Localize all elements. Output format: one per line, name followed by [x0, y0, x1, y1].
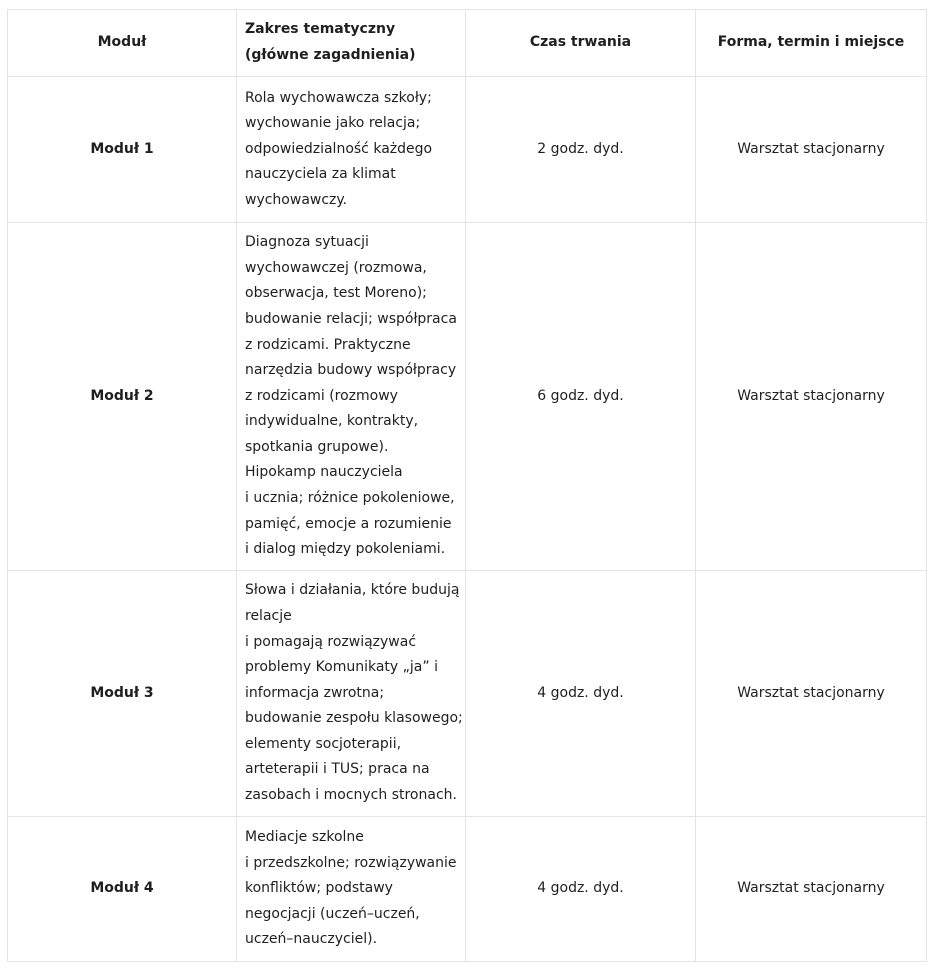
topic-line: i pomagają rozwiązywać	[245, 633, 417, 650]
header-topics-line: (główne zagadnienia)	[245, 47, 416, 63]
topic-line: narzędzia budowy współpracy	[245, 362, 457, 379]
topic-line: nauczyciela za klimat	[245, 166, 396, 183]
topic-line: relacje	[245, 607, 292, 624]
module-name: Moduł 1	[8, 77, 237, 223]
topic-line: i ucznia; różnice pokoleniowe,	[245, 490, 455, 507]
topic-line: Hipokamp nauczyciela	[245, 464, 403, 481]
topic-line: wychowawczej (rozmowa,	[245, 259, 427, 276]
table-row	[8, 77, 927, 223]
topic-line: Diagnoza sytuacji	[245, 234, 369, 251]
header-duration: Czas trwania	[466, 10, 696, 77]
topic-line: elementy socjoterapii,	[245, 735, 402, 752]
topic-line: i dialog między pokoleniami.	[245, 541, 446, 558]
topic-line: Rola wychowawcza szkoły;	[245, 89, 432, 106]
topic-line: wychowawczy.	[245, 191, 348, 208]
module-form: Warsztat stacjonarny	[696, 77, 927, 223]
topic-line: informacja zwrotna;	[245, 684, 385, 701]
topic-line: obserwacja, test Moreno);	[245, 285, 427, 302]
topic-line: arteterapii i TUS; praca na	[245, 761, 430, 778]
topic-line: problemy Komunikaty „ja” i	[245, 659, 438, 676]
topic-line: odpowiedzialność każdego	[245, 140, 433, 157]
topic-line: uczeń–nauczyciel).	[245, 931, 378, 948]
header-topics	[237, 10, 466, 77]
header-topics-line: Zakres tematyczny	[245, 21, 396, 38]
topic-line: budowanie relacji; współpraca	[245, 310, 457, 327]
module-name: Moduł 3	[8, 571, 237, 817]
module-topics	[237, 223, 466, 571]
module-duration: 4 godz. dyd.	[466, 571, 696, 817]
topic-line: budowanie zespołu klasowego;	[245, 710, 463, 727]
module-name: Moduł 2	[8, 223, 237, 571]
module-duration: 6 godz. dyd.	[466, 223, 696, 571]
table-row	[8, 571, 927, 817]
table-row	[8, 817, 927, 962]
topic-line: indywidualne, kontrakty,	[245, 413, 419, 430]
topic-line: wychowanie jako relacja;	[245, 115, 421, 132]
module-name: Moduł 4	[8, 817, 237, 962]
modules-table	[7, 9, 927, 962]
topic-line: zasobach i mocnych stronach.	[245, 787, 457, 804]
topic-line: pamięć, emocje a rozumienie	[245, 515, 452, 532]
module-form: Warsztat stacjonarny	[696, 817, 927, 962]
module-topics	[237, 571, 466, 817]
header-row	[8, 10, 927, 77]
module-duration: 2 godz. dyd.	[466, 77, 696, 223]
topic-line: spotkania grupowe).	[245, 438, 389, 455]
module-topics	[237, 817, 466, 962]
topic-line: negocjacji (uczeń–uczeń,	[245, 905, 420, 922]
topic-line: z rodzicami. Praktyczne	[245, 336, 411, 353]
topic-line: Słowa i działania, które budują	[245, 582, 460, 599]
module-form: Warsztat stacjonarny	[696, 571, 927, 817]
table-row	[8, 223, 927, 571]
topic-line: Mediacje szkolne	[245, 829, 364, 846]
topic-line: z rodzicami (rozmowy	[245, 387, 398, 404]
module-duration: 4 godz. dyd.	[466, 817, 696, 962]
header-module: Moduł	[8, 10, 237, 77]
topic-line: konfliktów; podstawy	[245, 880, 393, 897]
topic-line: i przedszkolne; rozwiązywanie	[245, 854, 457, 871]
header-form: Forma, termin i miejsce	[696, 10, 927, 77]
module-form: Warsztat stacjonarny	[696, 223, 927, 571]
module-topics	[237, 77, 466, 223]
